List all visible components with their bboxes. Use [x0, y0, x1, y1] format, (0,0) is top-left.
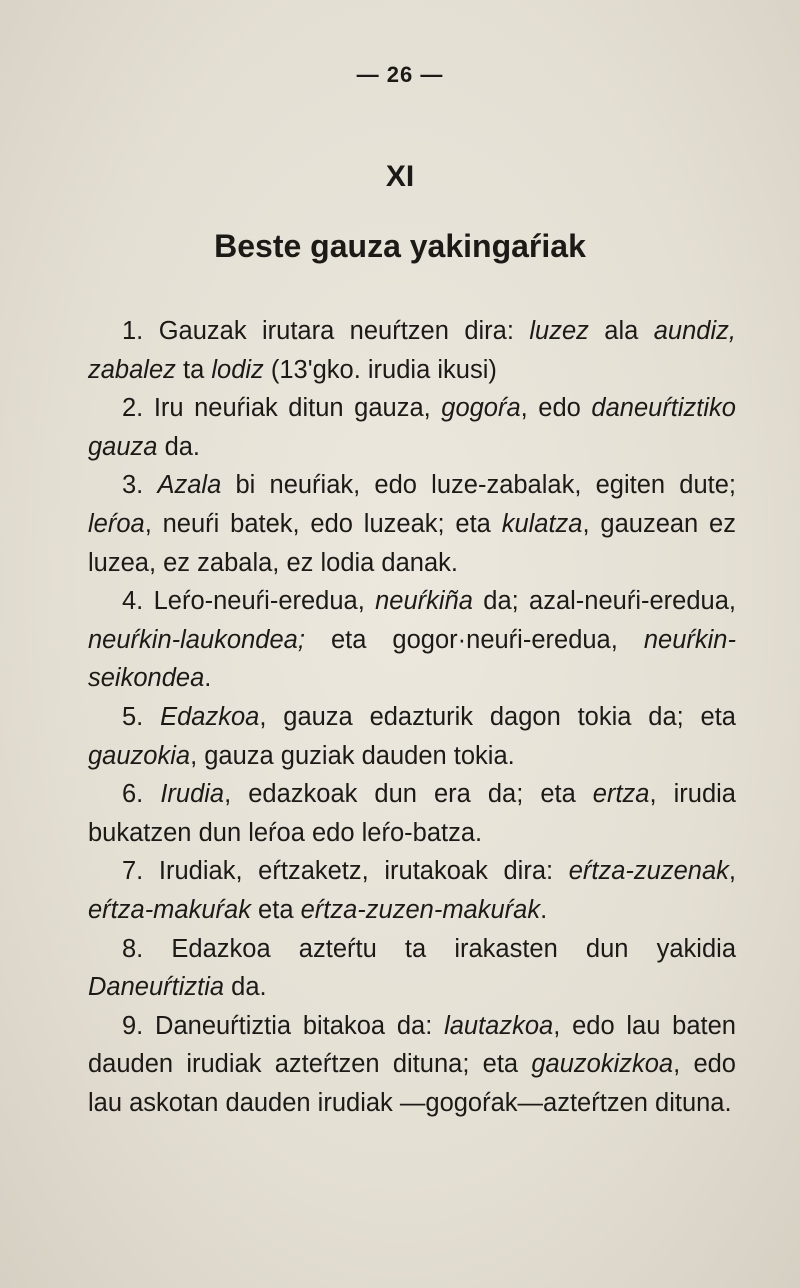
- text-run: , gauzean ez luzea, ez zabala, ez lodia danak.: [88, 509, 736, 577]
- text-run: Gauzak irutara neuŕtzen dira:: [143, 317, 530, 345]
- paragraph-number: 4.: [122, 587, 144, 616]
- italic-term: Azala: [157, 471, 222, 500]
- italic-term: lodiz: [211, 355, 264, 384]
- italic-term: Edazkoa: [160, 702, 260, 731]
- text-run: ala: [588, 317, 654, 345]
- text-run: [143, 471, 157, 499]
- paragraph-6: [88, 775, 736, 852]
- page-title: Beste gauza yakingaŕiak: [214, 228, 586, 264]
- text-run: Edazkoa azteŕtu ta irakasten dun yakidia: [143, 934, 736, 963]
- paragraph-number: 6.: [122, 780, 144, 809]
- chapter-number: XI: [385, 160, 415, 193]
- text-run: .: [540, 895, 548, 924]
- text-run: , edo lau baten dauden irudiak azteŕtzen dituna; eta: [88, 1011, 736, 1079]
- italic-term: gauzokia: [88, 741, 191, 770]
- paragraph-7: [88, 852, 736, 929]
- italic-term: daneuŕtiztiko gauza: [88, 394, 736, 461]
- paragraph-number: 9.: [122, 1011, 144, 1040]
- paragraph-number: 3.: [122, 471, 144, 500]
- text-run: , neuŕi batek, edo luzeak; eta: [144, 509, 502, 538]
- italic-term: aundiz, zabalez: [88, 317, 736, 384]
- text-run: Leŕo-neuŕi-eredua,: [143, 587, 376, 616]
- text-run: ,: [728, 857, 736, 886]
- paragraph-5: [88, 698, 736, 775]
- italic-term: eŕtza-zuzenak: [568, 857, 729, 886]
- text-run: Daneuŕtiztia bitakoa da:: [143, 1011, 445, 1040]
- paragraph-number: 5.: [122, 702, 144, 731]
- italic-term: gauzokizkoa: [531, 1050, 674, 1079]
- page-number: — 26 —: [356, 62, 444, 87]
- text-run: .: [204, 664, 212, 693]
- paragraph-1: [88, 312, 736, 389]
- paragraph-number: 2.: [122, 394, 144, 423]
- paragraph-2: [88, 389, 736, 466]
- text-run: bi neuŕiak, edo luze-zabalak, egiten dute;: [221, 471, 736, 500]
- paragraph-9: [88, 1007, 736, 1123]
- italic-term: ertza: [592, 780, 650, 809]
- italic-term: kulatza: [501, 509, 583, 538]
- text-run: Iru neuŕiak ditun gauza,: [143, 394, 442, 423]
- paragraph-3: [88, 466, 736, 582]
- italic-term: luzez: [529, 317, 589, 345]
- paragraph-number: 7.: [122, 857, 144, 886]
- paragraph-number: 8.: [122, 934, 144, 963]
- italic-term: lautazkoa: [444, 1011, 554, 1040]
- italic-term: neuŕkin-seikondea: [88, 625, 736, 693]
- italic-term: eŕtza-makuŕak: [88, 895, 251, 924]
- paragraph-4: [88, 582, 736, 698]
- text-run: da.: [224, 973, 267, 1002]
- text-run: , edo lau askotan dauden irudiak —gogoŕak—azteŕtzen dituna.: [88, 1050, 736, 1117]
- text-run: [143, 780, 160, 808]
- text-run: [143, 703, 160, 731]
- text-run: , irudia bukatzen dun leŕoa edo leŕo-batza.: [88, 780, 736, 847]
- text-run: , gauza guziak dauden tokia.: [190, 741, 515, 770]
- text-run: , gauza edazturik dagon tokia da; eta: [259, 702, 736, 731]
- italic-term: neuŕkin-laukondea;: [88, 625, 305, 654]
- italic-term: Daneuŕtiztia: [88, 973, 225, 1002]
- text-run: ta: [175, 355, 212, 384]
- italic-term: gogoŕa: [441, 394, 521, 423]
- italic-term: eŕtza-zuzen-makuŕak: [300, 895, 541, 924]
- text-run: eta: [250, 895, 301, 924]
- italic-term: Irudia: [160, 780, 225, 809]
- text-run: da.: [157, 432, 201, 461]
- italic-term: neuŕkiña: [375, 587, 473, 616]
- text-run: da; azal-neuŕi-eredua,: [472, 587, 736, 616]
- body-text: [88, 312, 736, 1122]
- text-run: , edo: [520, 394, 592, 423]
- text-run: Irudiak, eŕtzaketz, irutakoak dira:: [143, 857, 569, 886]
- text-run: , edazkoak dun era da; eta: [224, 780, 593, 809]
- italic-term: leŕoa: [88, 509, 145, 538]
- text-run: (13'gko. irudia ikusi): [263, 355, 497, 384]
- paragraph-8: [88, 930, 736, 1007]
- text-run: eta gogor·neuŕi-eredua,: [304, 625, 644, 654]
- paragraph-number: 1.: [122, 317, 144, 345]
